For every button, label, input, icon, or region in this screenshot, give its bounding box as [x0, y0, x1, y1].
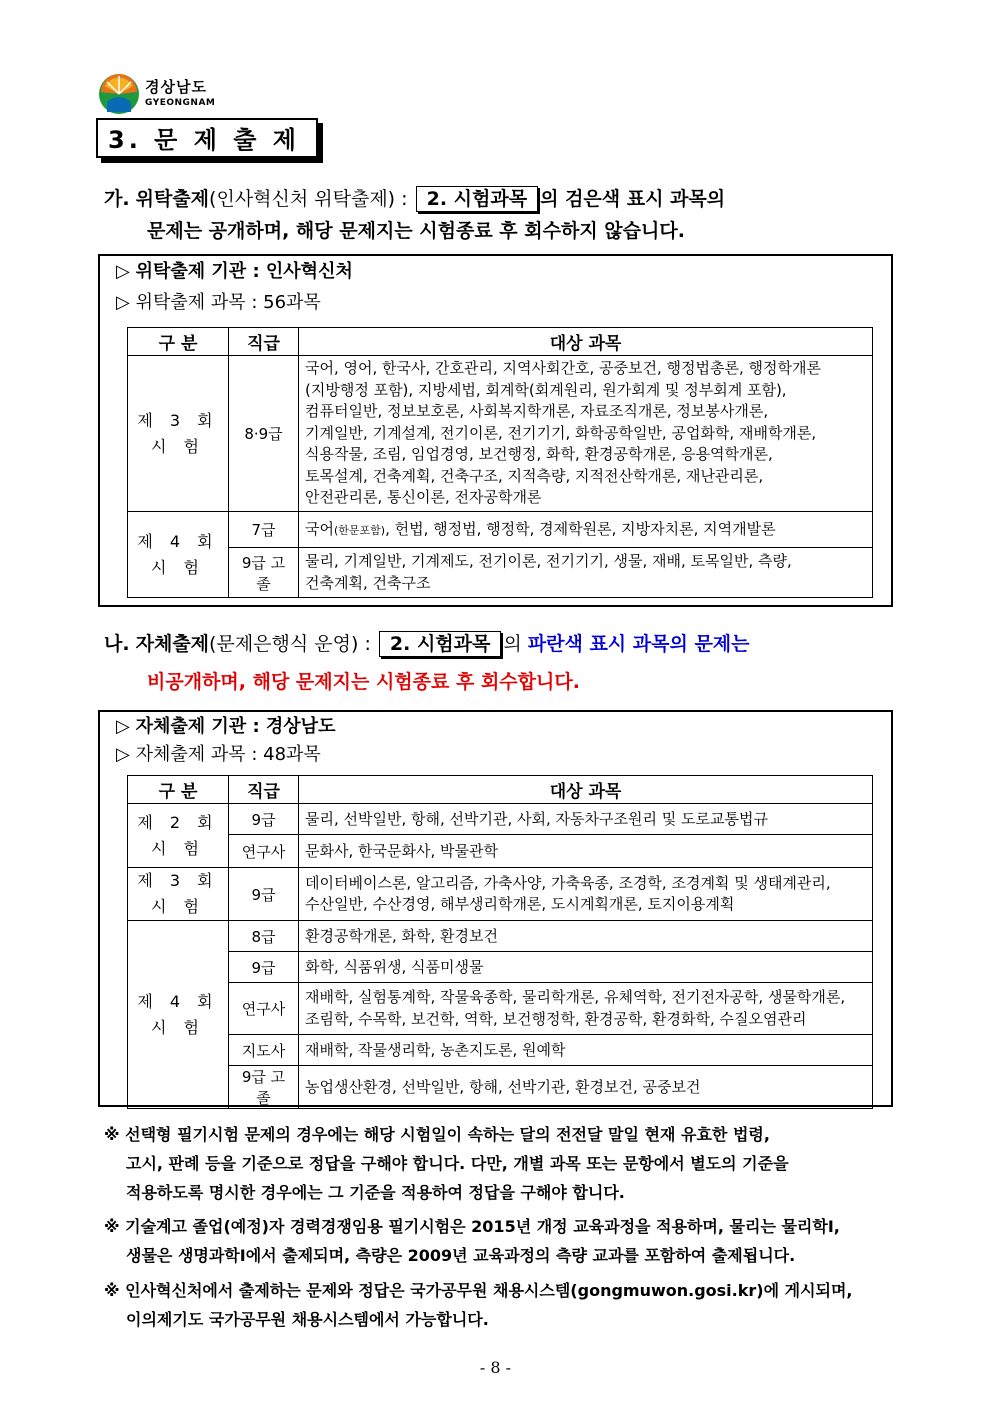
table-cell-subjects: 물리, 선박일반, 항해, 선박기관, 사회, 자동차구조원리 및 도로교통법규	[299, 804, 873, 835]
part-a-info-count: ▷ 위탁출제 과목 : 56과목	[116, 292, 321, 313]
part-a-tail: 의 검은색 표시 과목의	[540, 188, 726, 210]
note-mark: ※	[104, 1217, 120, 1236]
table-cell-gubun: 제 4 회 시 험	[128, 512, 229, 598]
table-cell-subjects: 환경공학개론, 화학, 환경보건	[299, 921, 873, 952]
part-a-info-agency: ▷ 위탁출제 기관 : 인사혁신처	[116, 261, 353, 282]
note-2: ※ 기술계고 졸업(예정)자 경력경쟁임용 필기시험은 2015년 개정 교육과정을 적용하며, 물리는 물리학Ⅰ,	[104, 1217, 840, 1236]
part-b-line2: 비공개하며, 해당 문제지는 시험종료 후 회수합니다.	[147, 671, 580, 693]
part-b-line1: 나. 자체출제(문제은행식 운영) : 2. 시험과목 의 파란색 표시 과목의 문제는	[104, 633, 750, 655]
table-cell-grade: 지도사	[229, 1035, 299, 1066]
table-cell-subjects: 국어, 영어, 한국사, 간호관리, 지역사회간호, 공중보건, 행정법총론, 행정학개론 (지방행정 포함), 지방세법, 회계학(회계원리, 원가회계 및 정부회계 포함), 컴퓨터일반, 정보보호론, 사회복지학개론, 자료조직개론, 정보봉사개론, 기계일반, 기계설계, 전기이론, 전기기기, 화학공학일반, 공업화학, 재배학개론, 식용작물, 조림, 임업경영, 보건행정, 화학, 환경공학개론, 응용역학개론, 토목설계, 건축계획, 건축구조, 지적측량, 지적전산학개론, 재난관리론, 안전관리론, 통신이론, 전자공학개론	[299, 356, 873, 512]
table-cell-grade: 7급	[229, 512, 299, 548]
section-title: 3. 문 제 출 제	[96, 118, 318, 158]
part-b-label: 자체출제	[135, 633, 210, 655]
triangle-bullet-icon: ▷	[116, 716, 130, 737]
part-a-label: 위탁출제	[135, 188, 210, 210]
table-cell-subjects: 재배학, 작물생리학, 농촌지도론, 원예학	[299, 1035, 873, 1066]
table-cell-subjects: 화학, 식품위생, 식품미생물	[299, 952, 873, 983]
page-number: - 8 -	[479, 1358, 512, 1377]
table-cell-grade: 연구사	[229, 983, 299, 1035]
note-2-line2: 생물은 생명과학Ⅰ에서 출제되며, 측량은 2009년 교육과정의 측량 교과를 포함하여 출제됩니다.	[126, 1246, 796, 1265]
part-b-marker: 나.	[104, 633, 130, 655]
part-a-table	[127, 327, 873, 598]
logo-text-korean: 경상남도	[145, 78, 207, 96]
table-header-subjects: 대상 과목	[299, 328, 873, 356]
part-a-paren: (인사혁신처 위탁출제)	[209, 188, 396, 210]
table-cell-subjects: 농업생산환경, 선박일반, 항해, 선박기관, 환경보건, 공중보건	[299, 1066, 873, 1109]
part-a-line1	[104, 184, 725, 214]
table-header-grade: 직급	[229, 776, 299, 804]
table-header-gubun: 구 분	[128, 328, 229, 356]
table-cell-grade: 9급 고졸	[229, 1066, 299, 1109]
table-cell-subjects: 데이터베이스론, 알고리즘, 가축사양, 가축육종, 조경학, 조경계획 및 생태계관리, 수산일반, 수산경영, 해부생리학개론, 도시계획개론, 토지이용계획	[299, 868, 873, 921]
note-mark: ※	[104, 1125, 120, 1144]
part-b-info-agency: ▷ 자체출제 기관 : 경상남도	[116, 716, 336, 737]
part-b-info-count: ▷ 자체출제 과목 : 48과목	[116, 744, 321, 765]
part-b-table	[127, 775, 873, 1109]
table-cell-grade: 9급	[229, 804, 299, 835]
part-a-line2: 문제는 공개하며, 해당 문제지는 시험종료 후 회수하지 않습니다.	[147, 220, 685, 242]
triangle-bullet-icon: ▷	[116, 744, 130, 765]
part-a-colon: :	[401, 188, 408, 210]
part-a-marker: 가.	[104, 188, 130, 210]
table-cell-grade: 9급	[229, 868, 299, 921]
note-1-line2: 고시, 판례 등을 기준으로 정답을 구해야 합니다. 다만, 개별 과목 또는 문항에서 별도의 기준을	[126, 1154, 789, 1173]
table-cell-subjects: 국어(한문포함), 헌법, 행정법, 행정학, 경제학원론, 지방자치론, 지역개발론	[299, 512, 873, 548]
table-header-gubun: 구 분	[128, 776, 229, 804]
part-b-paren: (문제은행식 운영)	[209, 633, 359, 655]
table-header-grade: 직급	[229, 328, 299, 356]
note-3-line2: 이의제기도 국가공무원 채용시스템에서 가능합니다.	[126, 1310, 489, 1329]
table-cell-subjects: 물리, 기계일반, 기계제도, 전기이론, 전기기기, 생물, 재배, 토목일반, 측량, 건축계획, 건축구조	[299, 548, 873, 598]
part-a-subject-box: 2. 시험과목	[416, 186, 538, 212]
table-header-subjects: 대상 과목	[299, 776, 873, 804]
triangle-bullet-icon: ▷	[116, 292, 130, 313]
triangle-bullet-icon: ▷	[116, 261, 130, 282]
table-cell-grade: 8급	[229, 921, 299, 952]
part-b-blue-text: 파란색 표시 과목의 문제는	[527, 633, 750, 655]
table-cell-subjects: 문화사, 한국문화사, 박물관학	[299, 835, 873, 868]
table-cell-gubun: 제 3 회 시 험	[128, 356, 229, 512]
note-1: ※ 선택형 필기시험 문제의 경우에는 해당 시험일이 속하는 달의 전전달 말일 현재 유효한 법령,	[104, 1125, 770, 1144]
note-1-line3: 적용하도록 명시한 경우에는 그 기준을 적용하여 정답을 구해야 합니다.	[126, 1183, 625, 1202]
part-b-subject-box: 2. 시험과목	[379, 631, 501, 657]
table-cell-gubun: 제 4 회 시 험	[128, 921, 229, 1109]
gyeongnam-emblem-icon	[97, 72, 141, 116]
part-b-colon: :	[364, 633, 371, 655]
table-cell-gubun: 제 2 회 시 험	[128, 804, 229, 868]
table-cell-grade: 8·9급	[229, 356, 299, 512]
note-3: ※ 인사혁신처에서 출제하는 문제와 정답은 국가공무원 채용시스템(gongmuwon.gosi.kr)에 게시되며,	[104, 1281, 853, 1300]
table-cell-grade: 9급	[229, 952, 299, 983]
logo-text-english: GYEONGNAM	[145, 98, 216, 108]
table-cell-grade: 연구사	[229, 835, 299, 868]
table-cell-gubun: 제 3 회 시 험	[128, 868, 229, 921]
table-cell-subjects: 재배학, 실험통계학, 작물육종학, 물리학개론, 유체역학, 전기전자공학, 생물학개론, 조림학, 수목학, 보건학, 역학, 보건행정학, 환경공학, 환경화학, 수질오염관리	[299, 983, 873, 1035]
table-cell-grade: 9급 고졸	[229, 548, 299, 598]
note-mark: ※	[104, 1281, 120, 1300]
